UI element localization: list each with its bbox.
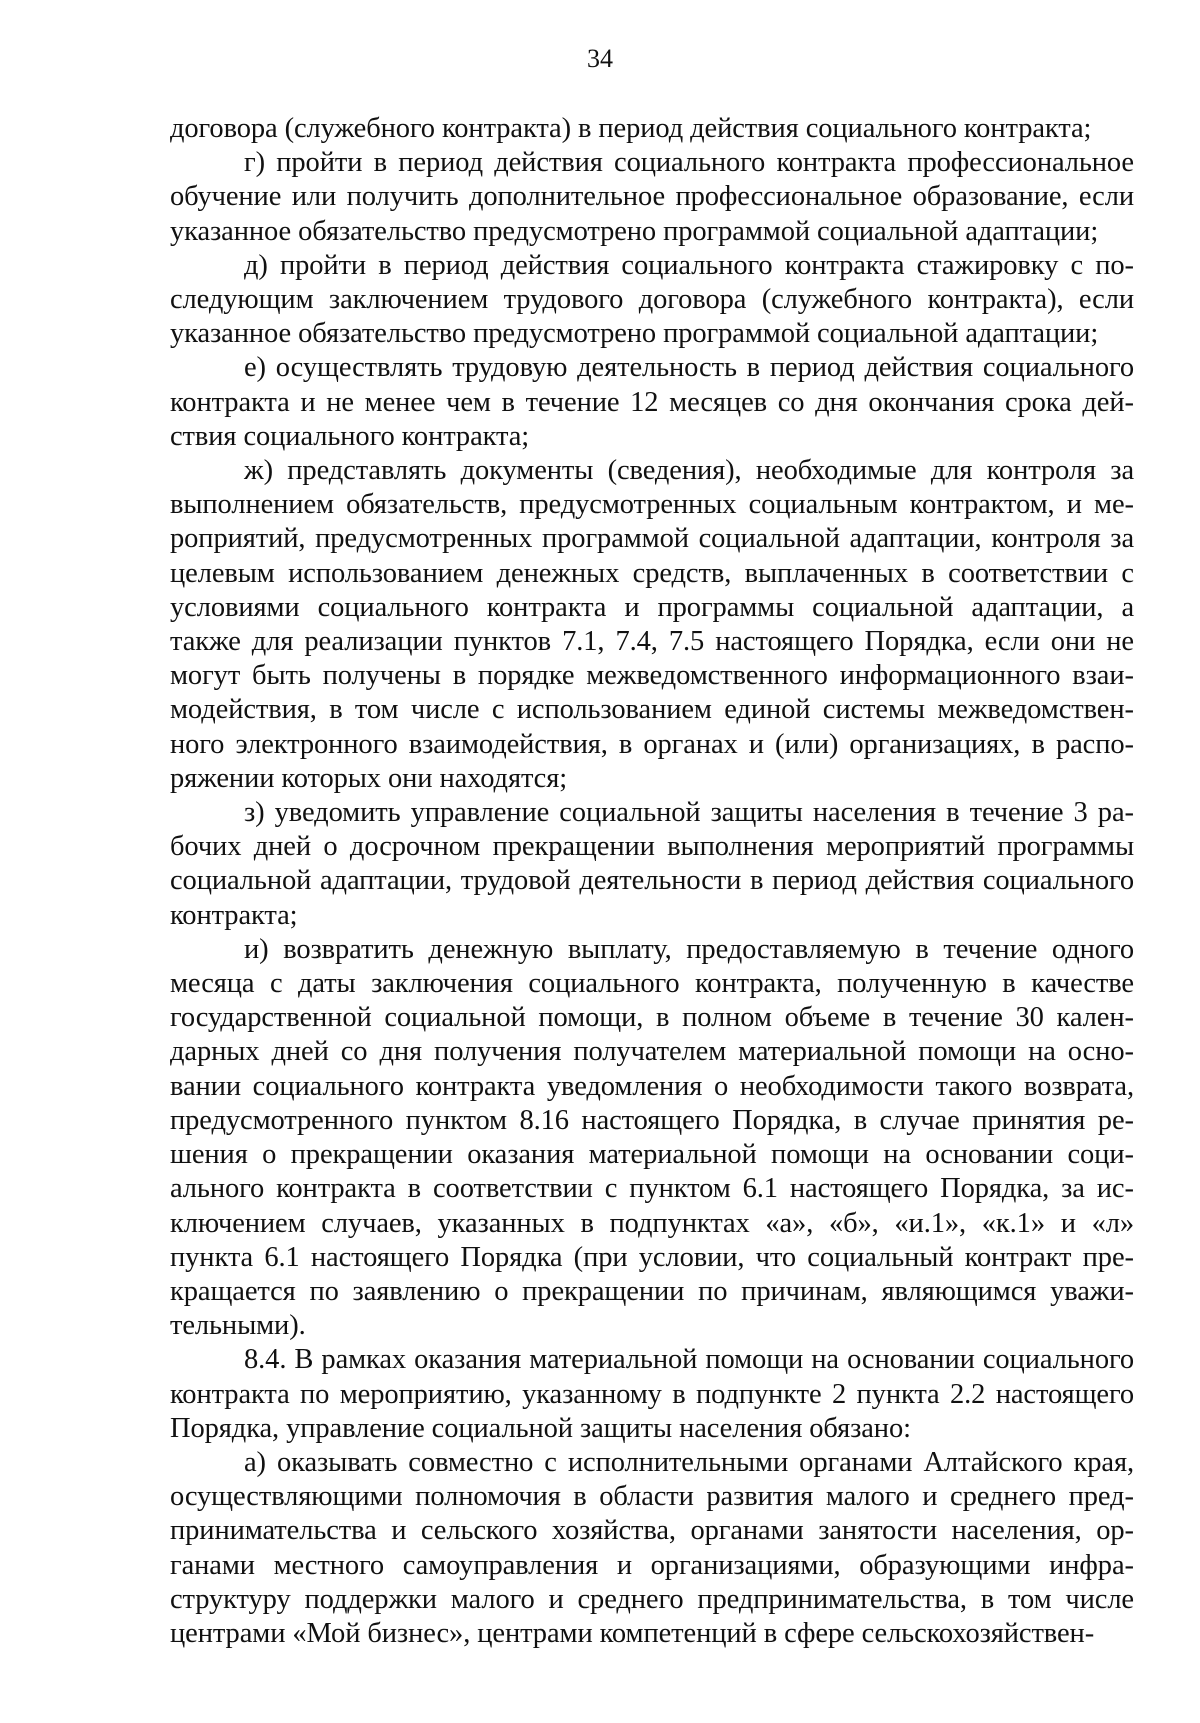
paragraph-item-d: д) пройти в период действия социального контракта стажировку с последующим заключением трудового договора (служебного контракта), если указанное обязательство предусмотрено программой социальной адаптации; bbox=[170, 249, 1134, 350]
paragraph-item-i: и) возвратить денежную выплату, предоставляемую в течение одного месяца с даты заключения социального контракта, полученную в качестве государственной социальной помощи, в полном объеме в течение 30 календарных дней со дня получения получателем материальной помощи на основании социального контракта уведомления о необходимости такого возврата, предусмотренного пунктом 8.16 настоящего Порядка, в случае принятия решения о прекращении оказания материальной помощи на основании социального контракта в соответствии с пунктом 6.1 настоящего Порядка, за исключением случаев, указанных в подпунктах «а», «б», «и.1», «к.1» и «л» пункта 6.1 настоящего Порядка (при условии, что социальный контракт прекращается по заявлению о прекращении по причинам, являющимся уважительными). bbox=[170, 933, 1134, 1342]
paragraph-item-g: г) пройти в период действия социального контракта профессиональное обучение или получить дополнительное профессиональное образование, если указанное обязательство предусмотрено программой социальной адаптации; bbox=[170, 147, 1134, 247]
page-number: 34 bbox=[587, 44, 613, 73]
document-body bbox=[170, 112, 1134, 1651]
paragraph-item-z: з) уведомить управление социальной защиты населения в течение 3 рабочих дней о досрочном прекращении выполнения мероприятий программы социальной адаптации, трудовой деятельности в период действия социального контракта; bbox=[170, 797, 1134, 931]
paragraph-item-e: е) осуществлять трудовую деятельность в период действия социального контракта и не менее чем в течение 12 месяцев со дня окончания срока действия социального контракта; bbox=[170, 352, 1134, 452]
paragraph-item-a: а) оказывать совместно с исполнительными органами Алтайского края, осуществляющими полномочия в области развития малого и среднего предпринимательства и сельского хозяйства, органами занятости населения, органами местного самоуправления и организациями, образующими инфраструктуру поддержки малого и среднего предпринимательства, в том числе центрами «Мой бизнес», центрами компетенций в сфере сельскохозяйствен- bbox=[170, 1446, 1134, 1649]
paragraph-section-8-4: 8.4. В рамках оказания материальной помощи на основании социального контракта по мероприятию, указанному в подпункте 2 пункта 2.2 настоящего Порядка, управление социальной защиты населения обязано: bbox=[170, 1344, 1134, 1444]
paragraph-item-zh: ж) представлять документы (сведения), необходимые для контроля за выполнением обязательств, предусмотренных социальным контрактом, и мероприятий, предусмотренных программой социальной адаптации, контроля за целевым использованием денежных средств, выплаченных в соответствии с условиями социального контракта и программы социальной адаптации, а также для реализации пунктов 7.1, 7.4, 7.5 настоящего Порядка, если они не могут быть получены в порядке межведомственного информационного взаимодействия, в том числе с использованием единой системы межведомственного электронного взаимодействия, в органах и (или) организациях, в распоряжении которых они находятся; bbox=[170, 455, 1134, 794]
paragraph-continuation: договора (служебного контракта) в период действия социального контракта; bbox=[170, 113, 1092, 144]
